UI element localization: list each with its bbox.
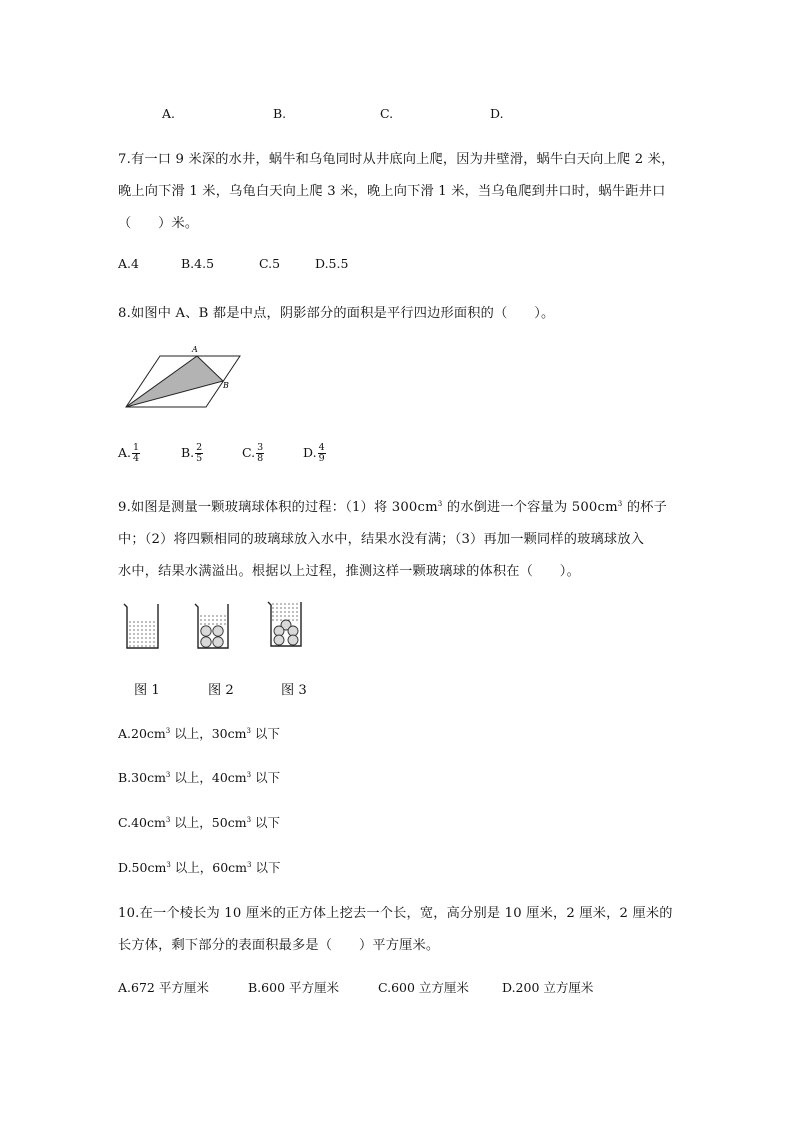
q10-option-a: A.672 平方厘米 bbox=[118, 980, 209, 995]
fraction bbox=[318, 443, 326, 464]
q9-option-d bbox=[118, 858, 280, 876]
numerator: 3 bbox=[257, 442, 264, 453]
point-label-b: B bbox=[223, 381, 229, 390]
q9-option-text: 以上，40cm bbox=[170, 770, 247, 785]
q7-stem-line-2: 晚上向下滑 1 米，乌龟白天向上爬 3 米，晚上向下滑 1 米，当乌龟爬到井口时，蜗牛距井口 bbox=[118, 184, 666, 199]
q9-option-text: 以下 bbox=[251, 860, 281, 875]
fraction bbox=[195, 443, 203, 464]
q9-stem-line-1 bbox=[118, 496, 667, 515]
denominator: 9 bbox=[318, 453, 325, 464]
numerator: 1 bbox=[133, 442, 140, 453]
q9-option-text: A.20cm bbox=[118, 726, 166, 741]
q9-stem-line-2: 中；（2）将四颗相同的玻璃球放入水中，结果水没有满；（3）再加一颗同样的玻璃球放入 bbox=[118, 532, 645, 547]
q10-stem-line-2: 长方体，剩下部分的表面积最多是（ ）平方厘米。 bbox=[118, 938, 440, 953]
q7-stem-line-3: （ ）米。 bbox=[118, 216, 199, 231]
beaker-3 bbox=[268, 602, 301, 646]
numerator: 2 bbox=[196, 442, 203, 453]
q9-option-text: 以下 bbox=[251, 815, 281, 830]
fraction bbox=[132, 443, 140, 464]
q7-option-c: C.5 bbox=[259, 256, 281, 271]
superscript: 3 bbox=[246, 816, 252, 824]
q7-option-b: B.4.5 bbox=[181, 256, 215, 271]
figure-caption-1: 图 1 bbox=[134, 683, 160, 698]
q6-option-c: C. bbox=[380, 106, 394, 121]
superscript: 3 bbox=[246, 727, 251, 735]
q9-text: 的水倒进一个容量为 500cm bbox=[442, 500, 618, 515]
figure-caption-3: 图 3 bbox=[281, 683, 307, 698]
superscript: 3 bbox=[165, 816, 171, 824]
q9-option-b bbox=[118, 768, 280, 786]
q8-option-c bbox=[242, 443, 264, 464]
q8-option-c-prefix: C. bbox=[242, 445, 256, 460]
q9-option-text: 以下 bbox=[251, 770, 281, 785]
denominator: 5 bbox=[196, 453, 203, 464]
q6-option-b: B. bbox=[273, 106, 287, 121]
beaker-2 bbox=[195, 604, 228, 648]
q8-option-a-prefix: A. bbox=[118, 445, 132, 460]
q6-option-d: D. bbox=[490, 106, 504, 121]
q9-stem-line-3: 水中，结果水满溢出。根据以上过程，推测这样一颗玻璃球的体积在（ ）。 bbox=[118, 564, 580, 579]
numerator: 4 bbox=[318, 442, 325, 453]
q9-option-text: B.30cm bbox=[118, 770, 166, 785]
fraction bbox=[256, 443, 264, 464]
superscript: 3 bbox=[246, 771, 252, 779]
superscript: 3 bbox=[165, 771, 171, 779]
q10-option-b: B.600 平方厘米 bbox=[248, 980, 339, 995]
q9-option-text: D.50cm bbox=[118, 860, 167, 875]
q8-option-a bbox=[118, 443, 140, 464]
parallelogram-figure bbox=[118, 340, 244, 412]
denominator: 8 bbox=[257, 453, 264, 464]
q9-option-text: 以上，50cm bbox=[170, 815, 247, 830]
q10-stem-line-1: 10.在一个棱长为 10 厘米的正方体上挖去一个长，宽，高分别是 10 厘米，2 厘米，2 厘米的 bbox=[118, 906, 673, 921]
point-label-a: A bbox=[192, 345, 198, 354]
q8-option-d-prefix: D. bbox=[303, 445, 317, 460]
q7-option-a: A.4 bbox=[118, 256, 139, 271]
q9-option-c bbox=[118, 813, 280, 831]
q9-text: 的杯子 bbox=[622, 500, 668, 515]
q9-text: 9.如图是测量一颗玻璃球体积的过程：（1）将 300cm bbox=[118, 500, 438, 515]
q8-stem: 8.如图中 A、B 都是中点，阴影部分的面积是平行四边形面积的（ ）。 bbox=[118, 306, 555, 321]
q9-option-a bbox=[118, 724, 280, 742]
superscript: 3 bbox=[247, 861, 252, 869]
q7-option-d: D.5.5 bbox=[315, 256, 349, 271]
superscript: 3 bbox=[165, 727, 171, 735]
denominator: 4 bbox=[133, 453, 140, 464]
superscript: 3 bbox=[166, 861, 171, 869]
beaker-1 bbox=[124, 604, 158, 648]
superscript: 3 bbox=[437, 500, 443, 508]
q10-option-c: C.600 立方厘米 bbox=[378, 980, 469, 995]
q9-option-text: 以上，60cm bbox=[170, 860, 248, 875]
q8-option-d bbox=[303, 443, 326, 464]
superscript: 3 bbox=[617, 500, 623, 508]
q9-option-text: 以上，30cm bbox=[170, 726, 247, 741]
q8-option-b-prefix: B. bbox=[181, 445, 195, 460]
beaker-figures bbox=[118, 598, 318, 654]
q9-option-text: C.40cm bbox=[118, 815, 166, 830]
q8-option-b bbox=[181, 443, 203, 464]
q7-stem-line-1: 7.有一口 9 米深的水井，蜗牛和乌龟同时从井底向上爬，因为井壁滑，蜗牛白天向上爬 2 米， bbox=[118, 152, 675, 167]
q9-option-text: 以下 bbox=[250, 726, 280, 741]
q10-option-d: D.200 立方厘米 bbox=[502, 980, 594, 995]
figure-caption-2: 图 2 bbox=[208, 683, 234, 698]
q6-option-a: A. bbox=[162, 106, 176, 121]
